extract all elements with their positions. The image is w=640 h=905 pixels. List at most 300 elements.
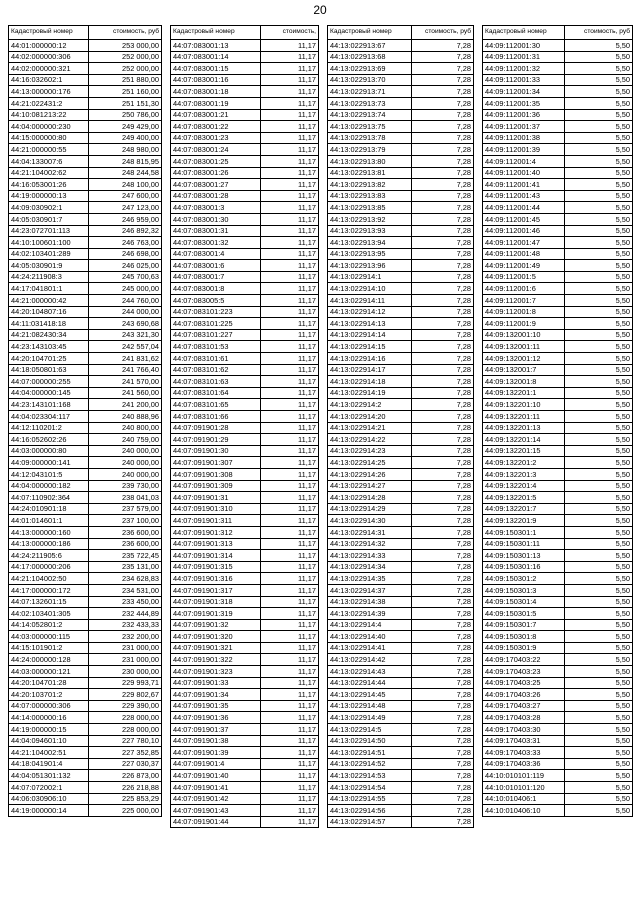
cost-cell: 7,28	[412, 202, 474, 214]
cadastral-number-cell: 44:07:083001:27	[171, 179, 261, 191]
table-row	[9, 283, 162, 295]
cadastral-number-cell: 44:09:112001:44	[483, 202, 565, 214]
cost-cell: 243 321,30	[89, 329, 162, 341]
table-row	[483, 283, 633, 295]
cost-cell: 237 579,00	[89, 503, 162, 515]
column-header-cost: стоимость, руб	[89, 26, 162, 40]
table-row	[328, 155, 474, 167]
cost-cell: 229 993,71	[89, 677, 162, 689]
table-row	[328, 677, 474, 689]
cadastral-number-cell: 44:17:000000:172	[9, 584, 89, 596]
cost-cell: 5,50	[565, 735, 633, 747]
cost-cell: 11,17	[261, 805, 319, 817]
table-row	[328, 793, 474, 805]
cost-cell: 5,50	[565, 63, 633, 75]
table-row	[9, 387, 162, 399]
cadastral-number-cell: 44:10:010406:1	[483, 793, 565, 805]
table-row	[9, 329, 162, 341]
table-row	[328, 758, 474, 770]
table-row	[171, 283, 319, 295]
cadastral-number-cell: 44:02:103401:305	[9, 608, 89, 620]
table-row	[328, 816, 474, 828]
cost-cell: 5,50	[565, 666, 633, 678]
cadastral-number-cell: 44:13:022913:71	[328, 86, 412, 98]
table-row	[9, 793, 162, 805]
cadastral-number-cell: 44:13:022914:30	[328, 515, 412, 527]
cost-cell: 7,28	[412, 608, 474, 620]
cost-cell: 7,28	[412, 306, 474, 318]
cadastral-number-cell: 44:09:170403:27	[483, 700, 565, 712]
table-row	[171, 793, 319, 805]
cadastral-number-cell: 44:09:112001:31	[483, 51, 565, 63]
cadastral-number-cell: 44:13:000000:186	[9, 538, 89, 550]
cadastral-number-cell: 44:09:132201:3	[483, 468, 565, 480]
table-row	[171, 97, 319, 109]
table-row	[9, 51, 162, 63]
table-row	[483, 225, 633, 237]
table-row	[328, 179, 474, 191]
cost-cell: 11,17	[261, 97, 319, 109]
table-header-row	[328, 26, 474, 40]
table-row	[171, 387, 319, 399]
cost-cell: 240 000,00	[89, 445, 162, 457]
table-row	[328, 689, 474, 701]
cost-cell: 5,50	[565, 121, 633, 133]
cost-cell: 5,50	[565, 225, 633, 237]
cost-cell: 7,28	[412, 63, 474, 75]
cadastral-number-cell: 44:13:022914:54	[328, 782, 412, 794]
cadastral-number-cell: 44:07:091901:39	[171, 747, 261, 759]
table-row	[328, 306, 474, 318]
table-row	[171, 631, 319, 643]
table-row	[483, 40, 633, 52]
cadastral-number-cell: 44:13:022914:5	[328, 724, 412, 736]
table-row	[9, 770, 162, 782]
cost-cell: 236 600,00	[89, 538, 162, 550]
cost-cell: 227 030,37	[89, 758, 162, 770]
cadastral-number-cell: 44:13:022913:68	[328, 51, 412, 63]
table-row	[328, 631, 474, 643]
cadastral-number-cell: 44:07:072002:1	[9, 782, 89, 794]
table-row	[483, 376, 633, 388]
table-row	[483, 364, 633, 376]
cadastral-number-cell: 44:07:083101:66	[171, 411, 261, 423]
cadastral-number-cell: 44:07:083001:25	[171, 155, 261, 167]
cost-cell: 233 450,00	[89, 596, 162, 608]
cost-cell: 7,28	[412, 97, 474, 109]
table-row	[483, 480, 633, 492]
cost-cell: 11,17	[261, 329, 319, 341]
cost-cell: 5,50	[565, 190, 633, 202]
cadastral-number-cell: 44:13:022914:4	[328, 619, 412, 631]
cost-cell: 7,28	[412, 561, 474, 573]
cadastral-number-cell: 44:09:112001:38	[483, 132, 565, 144]
table-row	[9, 132, 162, 144]
cost-cell: 11,17	[261, 411, 319, 423]
table-row	[171, 109, 319, 121]
table-row	[483, 805, 633, 817]
table-row	[483, 550, 633, 562]
table-row	[483, 295, 633, 307]
cadastral-number-cell: 44:07:083001:16	[171, 74, 261, 86]
cost-cell: 5,50	[565, 747, 633, 759]
cadastral-number-cell: 44:13:022914:23	[328, 445, 412, 457]
cadastral-number-cell: 44:24:211908:3	[9, 271, 89, 283]
cadastral-number-cell: 44:16:053001:26	[9, 179, 89, 191]
cadastral-number-cell: 44:09:150301:8	[483, 631, 565, 643]
table-row	[328, 700, 474, 712]
table-row	[483, 329, 633, 341]
table-row	[171, 596, 319, 608]
table-row	[328, 167, 474, 179]
cadastral-number-cell: 44:13:022914:16	[328, 353, 412, 365]
cadastral-number-cell: 44:13:022914:10	[328, 283, 412, 295]
table-row	[171, 538, 319, 550]
table-row	[9, 712, 162, 724]
table-row	[483, 341, 633, 353]
cost-cell: 247 123,00	[89, 202, 162, 214]
cadastral-number-cell: 44:09:150301:16	[483, 561, 565, 573]
cadastral-number-cell: 44:03:000000:115	[9, 631, 89, 643]
cadastral-number-cell: 44:01:000000:12	[9, 40, 89, 52]
table-row	[171, 399, 319, 411]
table-row	[9, 550, 162, 562]
cost-cell: 7,28	[412, 132, 474, 144]
cost-cell: 11,17	[261, 642, 319, 654]
cost-cell: 11,17	[261, 631, 319, 643]
table-row	[9, 596, 162, 608]
cadastral-number-cell: 44:09:170403:31	[483, 735, 565, 747]
cost-cell: 5,50	[565, 306, 633, 318]
table-row	[9, 144, 162, 156]
table-row	[328, 341, 474, 353]
cadastral-number-cell: 44:09:112001:5	[483, 271, 565, 283]
cadastral-number-cell: 44:09:112001:32	[483, 63, 565, 75]
cost-cell: 5,50	[565, 503, 633, 515]
cost-cell: 7,28	[412, 51, 474, 63]
cadastral-number-cell: 44:07:083101:53	[171, 341, 261, 353]
cost-cell: 251 160,00	[89, 86, 162, 98]
table-row	[328, 144, 474, 156]
cost-cell: 241 831,62	[89, 353, 162, 365]
cadastral-number-cell: 44:04:051301:132	[9, 770, 89, 782]
cadastral-number-cell: 44:07:083001:21	[171, 109, 261, 121]
cost-cell: 7,28	[412, 503, 474, 515]
table-row	[328, 63, 474, 75]
cadastral-number-cell: 44:13:022913:67	[328, 40, 412, 52]
cadastral-number-cell: 44:13:022914:34	[328, 561, 412, 573]
table-row	[9, 468, 162, 480]
column-header-cost: стоимость, руб	[565, 26, 633, 40]
table-row	[328, 642, 474, 654]
cost-cell: 5,50	[565, 642, 633, 654]
table-row	[9, 86, 162, 98]
table-row	[483, 573, 633, 585]
cost-cell: 7,28	[412, 74, 474, 86]
table-row	[171, 329, 319, 341]
table-row	[171, 121, 319, 133]
cost-cell: 7,28	[412, 213, 474, 225]
table-row	[483, 86, 633, 98]
cost-cell: 5,50	[565, 167, 633, 179]
table-row	[328, 503, 474, 515]
cost-cell: 11,17	[261, 51, 319, 63]
cadastral-number-cell: 44:09:170403:25	[483, 677, 565, 689]
cost-cell: 7,28	[412, 619, 474, 631]
cost-cell: 7,28	[412, 480, 474, 492]
cost-cell: 11,17	[261, 283, 319, 295]
cadastral-number-cell: 44:09:132001:7	[483, 364, 565, 376]
cadastral-number-cell: 44:07:083101:227	[171, 329, 261, 341]
table-row	[483, 271, 633, 283]
cadastral-number-cell: 44:13:022914:48	[328, 700, 412, 712]
cadastral-number-cell: 44:13:022914:52	[328, 758, 412, 770]
cost-cell: 11,17	[261, 770, 319, 782]
cost-cell: 7,28	[412, 631, 474, 643]
cadastral-number-cell: 44:09:132001:11	[483, 341, 565, 353]
cadastral-number-cell: 44:13:022914:22	[328, 434, 412, 446]
cost-cell: 239 730,00	[89, 480, 162, 492]
cadastral-number-cell: 44:07:091901:40	[171, 770, 261, 782]
cadastral-number-cell: 44:24:010901:18	[9, 503, 89, 515]
cost-cell: 5,50	[565, 700, 633, 712]
cadastral-number-cell: 44:04:094601:10	[9, 735, 89, 747]
cost-cell: 11,17	[261, 179, 319, 191]
cost-cell: 5,50	[565, 353, 633, 365]
table-row	[9, 666, 162, 678]
table-row	[328, 74, 474, 86]
cost-cell: 5,50	[565, 155, 633, 167]
table-row	[171, 434, 319, 446]
cadastral-number-cell: 44:09:030902:1	[9, 202, 89, 214]
cost-cell: 11,17	[261, 584, 319, 596]
cost-cell: 238 041,03	[89, 492, 162, 504]
table-row	[483, 596, 633, 608]
cost-cell: 234 531,00	[89, 584, 162, 596]
cost-cell: 11,17	[261, 561, 319, 573]
cadastral-number-cell: 44:13:022913:69	[328, 63, 412, 75]
table-row	[328, 608, 474, 620]
table-row	[483, 411, 633, 423]
cost-cell: 251 151,30	[89, 97, 162, 109]
cost-cell: 11,17	[261, 225, 319, 237]
cadastral-number-cell: 44:09:132201:15	[483, 445, 565, 457]
cost-cell: 5,50	[565, 248, 633, 260]
cadastral-number-cell: 44:21:104002:62	[9, 167, 89, 179]
table-row	[328, 40, 474, 52]
cadastral-number-cell: 44:07:083101:225	[171, 318, 261, 330]
cadastral-number-cell: 44:13:022914:27	[328, 480, 412, 492]
cost-cell: 7,28	[412, 283, 474, 295]
cost-cell: 11,17	[261, 700, 319, 712]
cadastral-number-cell: 44:13:022913:93	[328, 225, 412, 237]
cost-cell: 5,50	[565, 515, 633, 527]
table-row	[483, 237, 633, 249]
cost-cell: 11,17	[261, 63, 319, 75]
table-row	[9, 225, 162, 237]
table-row	[171, 364, 319, 376]
cadastral-number-cell: 44:07:091901:41	[171, 782, 261, 794]
cadastral-number-cell: 44:13:022914:53	[328, 770, 412, 782]
cadastral-number-cell: 44:07:091901:317	[171, 584, 261, 596]
cost-cell: 5,50	[565, 596, 633, 608]
cadastral-number-cell: 44:07:083001:8	[171, 283, 261, 295]
table-row	[328, 492, 474, 504]
cost-cell: 7,28	[412, 770, 474, 782]
cadastral-number-cell: 44:07:091901:315	[171, 561, 261, 573]
cadastral-number-cell: 44:13:022913:75	[328, 121, 412, 133]
cadastral-number-cell: 44:09:112001:34	[483, 86, 565, 98]
table-row	[328, 654, 474, 666]
table-row	[171, 608, 319, 620]
cost-cell: 5,50	[565, 689, 633, 701]
table-row	[171, 271, 319, 283]
cadastral-number-cell: 44:07:091901:318	[171, 596, 261, 608]
cost-cell: 11,17	[261, 492, 319, 504]
table-row	[9, 213, 162, 225]
table-row	[483, 144, 633, 156]
cost-cell: 5,50	[565, 97, 633, 109]
cadastral-number-cell: 44:07:000000:306	[9, 700, 89, 712]
cadastral-number-cell: 44:09:132201:10	[483, 399, 565, 411]
table-row	[171, 51, 319, 63]
cost-cell: 7,28	[412, 179, 474, 191]
table-row	[9, 492, 162, 504]
table-row	[328, 712, 474, 724]
cost-cell: 11,17	[261, 353, 319, 365]
table-row	[171, 86, 319, 98]
cadastral-number-cell: 44:07:083001:6	[171, 260, 261, 272]
table-row	[328, 190, 474, 202]
cost-cell: 7,28	[412, 411, 474, 423]
cadastral-number-cell: 44:23:143103:45	[9, 341, 89, 353]
cost-cell: 5,50	[565, 144, 633, 156]
cost-cell: 11,17	[261, 155, 319, 167]
cost-cell: 229 802,67	[89, 689, 162, 701]
table-row	[9, 190, 162, 202]
cost-cell: 240 888,96	[89, 411, 162, 423]
cost-cell: 7,28	[412, 237, 474, 249]
cadastral-number-cell: 44:03:000000:121	[9, 666, 89, 678]
cost-cell: 5,50	[565, 237, 633, 249]
table-row	[483, 735, 633, 747]
cost-cell: 7,28	[412, 735, 474, 747]
cadastral-number-cell: 44:02:000000:306	[9, 51, 89, 63]
table-row	[171, 735, 319, 747]
cost-cell: 7,28	[412, 364, 474, 376]
table-row	[328, 411, 474, 423]
table-row	[9, 422, 162, 434]
table-row	[171, 550, 319, 562]
table-row	[328, 283, 474, 295]
table-row	[483, 97, 633, 109]
table-row	[483, 758, 633, 770]
cadastral-number-cell: 44:07:000000:255	[9, 376, 89, 388]
table-row	[483, 213, 633, 225]
cost-cell: 7,28	[412, 805, 474, 817]
table-row	[9, 677, 162, 689]
table-row	[171, 353, 319, 365]
cost-cell: 5,50	[565, 40, 633, 52]
cadastral-number-cell: 44:09:150301:3	[483, 584, 565, 596]
cadastral-number-cell: 44:13:022914:33	[328, 550, 412, 562]
table-row	[171, 411, 319, 423]
cadastral-number-cell: 44:04:023304:117	[9, 411, 89, 423]
table-row	[171, 642, 319, 654]
cadastral-number-cell: 44:13:022914:45	[328, 689, 412, 701]
cadastral-number-cell: 44:07:091901:4	[171, 758, 261, 770]
cadastral-number-cell: 44:13:022913:70	[328, 74, 412, 86]
cost-cell: 5,50	[565, 468, 633, 480]
cost-cell: 11,17	[261, 364, 319, 376]
cost-cell: 253 000,00	[89, 40, 162, 52]
cadastral-number-cell: 44:13:022913:83	[328, 190, 412, 202]
table-row	[483, 202, 633, 214]
cost-cell: 5,50	[565, 376, 633, 388]
table-row	[328, 526, 474, 538]
cadastral-number-cell: 44:07:091901:310	[171, 503, 261, 515]
cost-cell: 235 131,00	[89, 561, 162, 573]
cost-cell: 5,50	[565, 550, 633, 562]
cadastral-number-cell: 44:14:000000:16	[9, 712, 89, 724]
table-row	[483, 747, 633, 759]
cost-cell: 11,17	[261, 538, 319, 550]
cadastral-number-cell: 44:09:112001:37	[483, 121, 565, 133]
table-row	[328, 445, 474, 457]
cadastral-number-cell: 44:18:050801:63	[9, 364, 89, 376]
cadastral-number-cell: 44:14:052801:2	[9, 619, 89, 631]
cadastral-number-cell: 44:13:022914:26	[328, 468, 412, 480]
table-row	[9, 248, 162, 260]
cadastral-number-cell: 44:13:022914:17	[328, 364, 412, 376]
table-row	[9, 573, 162, 585]
cadastral-number-cell: 44:21:082430:34	[9, 329, 89, 341]
table-row	[171, 155, 319, 167]
cadastral-number-cell: 44:07:083001:24	[171, 144, 261, 156]
cadastral-number-cell: 44:13:022914:29	[328, 503, 412, 515]
cost-cell: 240 800,00	[89, 422, 162, 434]
cost-cell: 7,28	[412, 538, 474, 550]
cost-cell: 11,17	[261, 237, 319, 249]
cadastral-number-cell: 44:07:091901:316	[171, 573, 261, 585]
cadastral-number-cell: 44:09:112001:46	[483, 225, 565, 237]
table-row	[171, 503, 319, 515]
cadastral-number-cell: 44:07:091901:35	[171, 700, 261, 712]
table-row	[483, 642, 633, 654]
table-row	[171, 816, 319, 828]
table-row	[483, 121, 633, 133]
cadastral-number-cell: 44:23:072701:113	[9, 225, 89, 237]
cadastral-number-cell: 44:09:132201:2	[483, 457, 565, 469]
cadastral-number-cell: 44:13:022914:19	[328, 387, 412, 399]
cadastral-number-cell: 44:07:083001:7	[171, 271, 261, 283]
cost-cell: 226 873,00	[89, 770, 162, 782]
cost-cell: 11,17	[261, 619, 319, 631]
table-row	[9, 631, 162, 643]
cost-cell: 5,50	[565, 132, 633, 144]
cadastral-number-cell: 44:09:112001:43	[483, 190, 565, 202]
cost-cell: 7,28	[412, 376, 474, 388]
table-row	[9, 260, 162, 272]
cost-cell: 240 000,00	[89, 468, 162, 480]
cost-cell: 246 025,00	[89, 260, 162, 272]
cadastral-number-cell: 44:07:083001:13	[171, 40, 261, 52]
cost-cell: 7,28	[412, 121, 474, 133]
table-row	[171, 666, 319, 678]
table-row	[171, 179, 319, 191]
cadastral-number-cell: 44:07:091901:309	[171, 480, 261, 492]
cost-cell: 248 244,58	[89, 167, 162, 179]
